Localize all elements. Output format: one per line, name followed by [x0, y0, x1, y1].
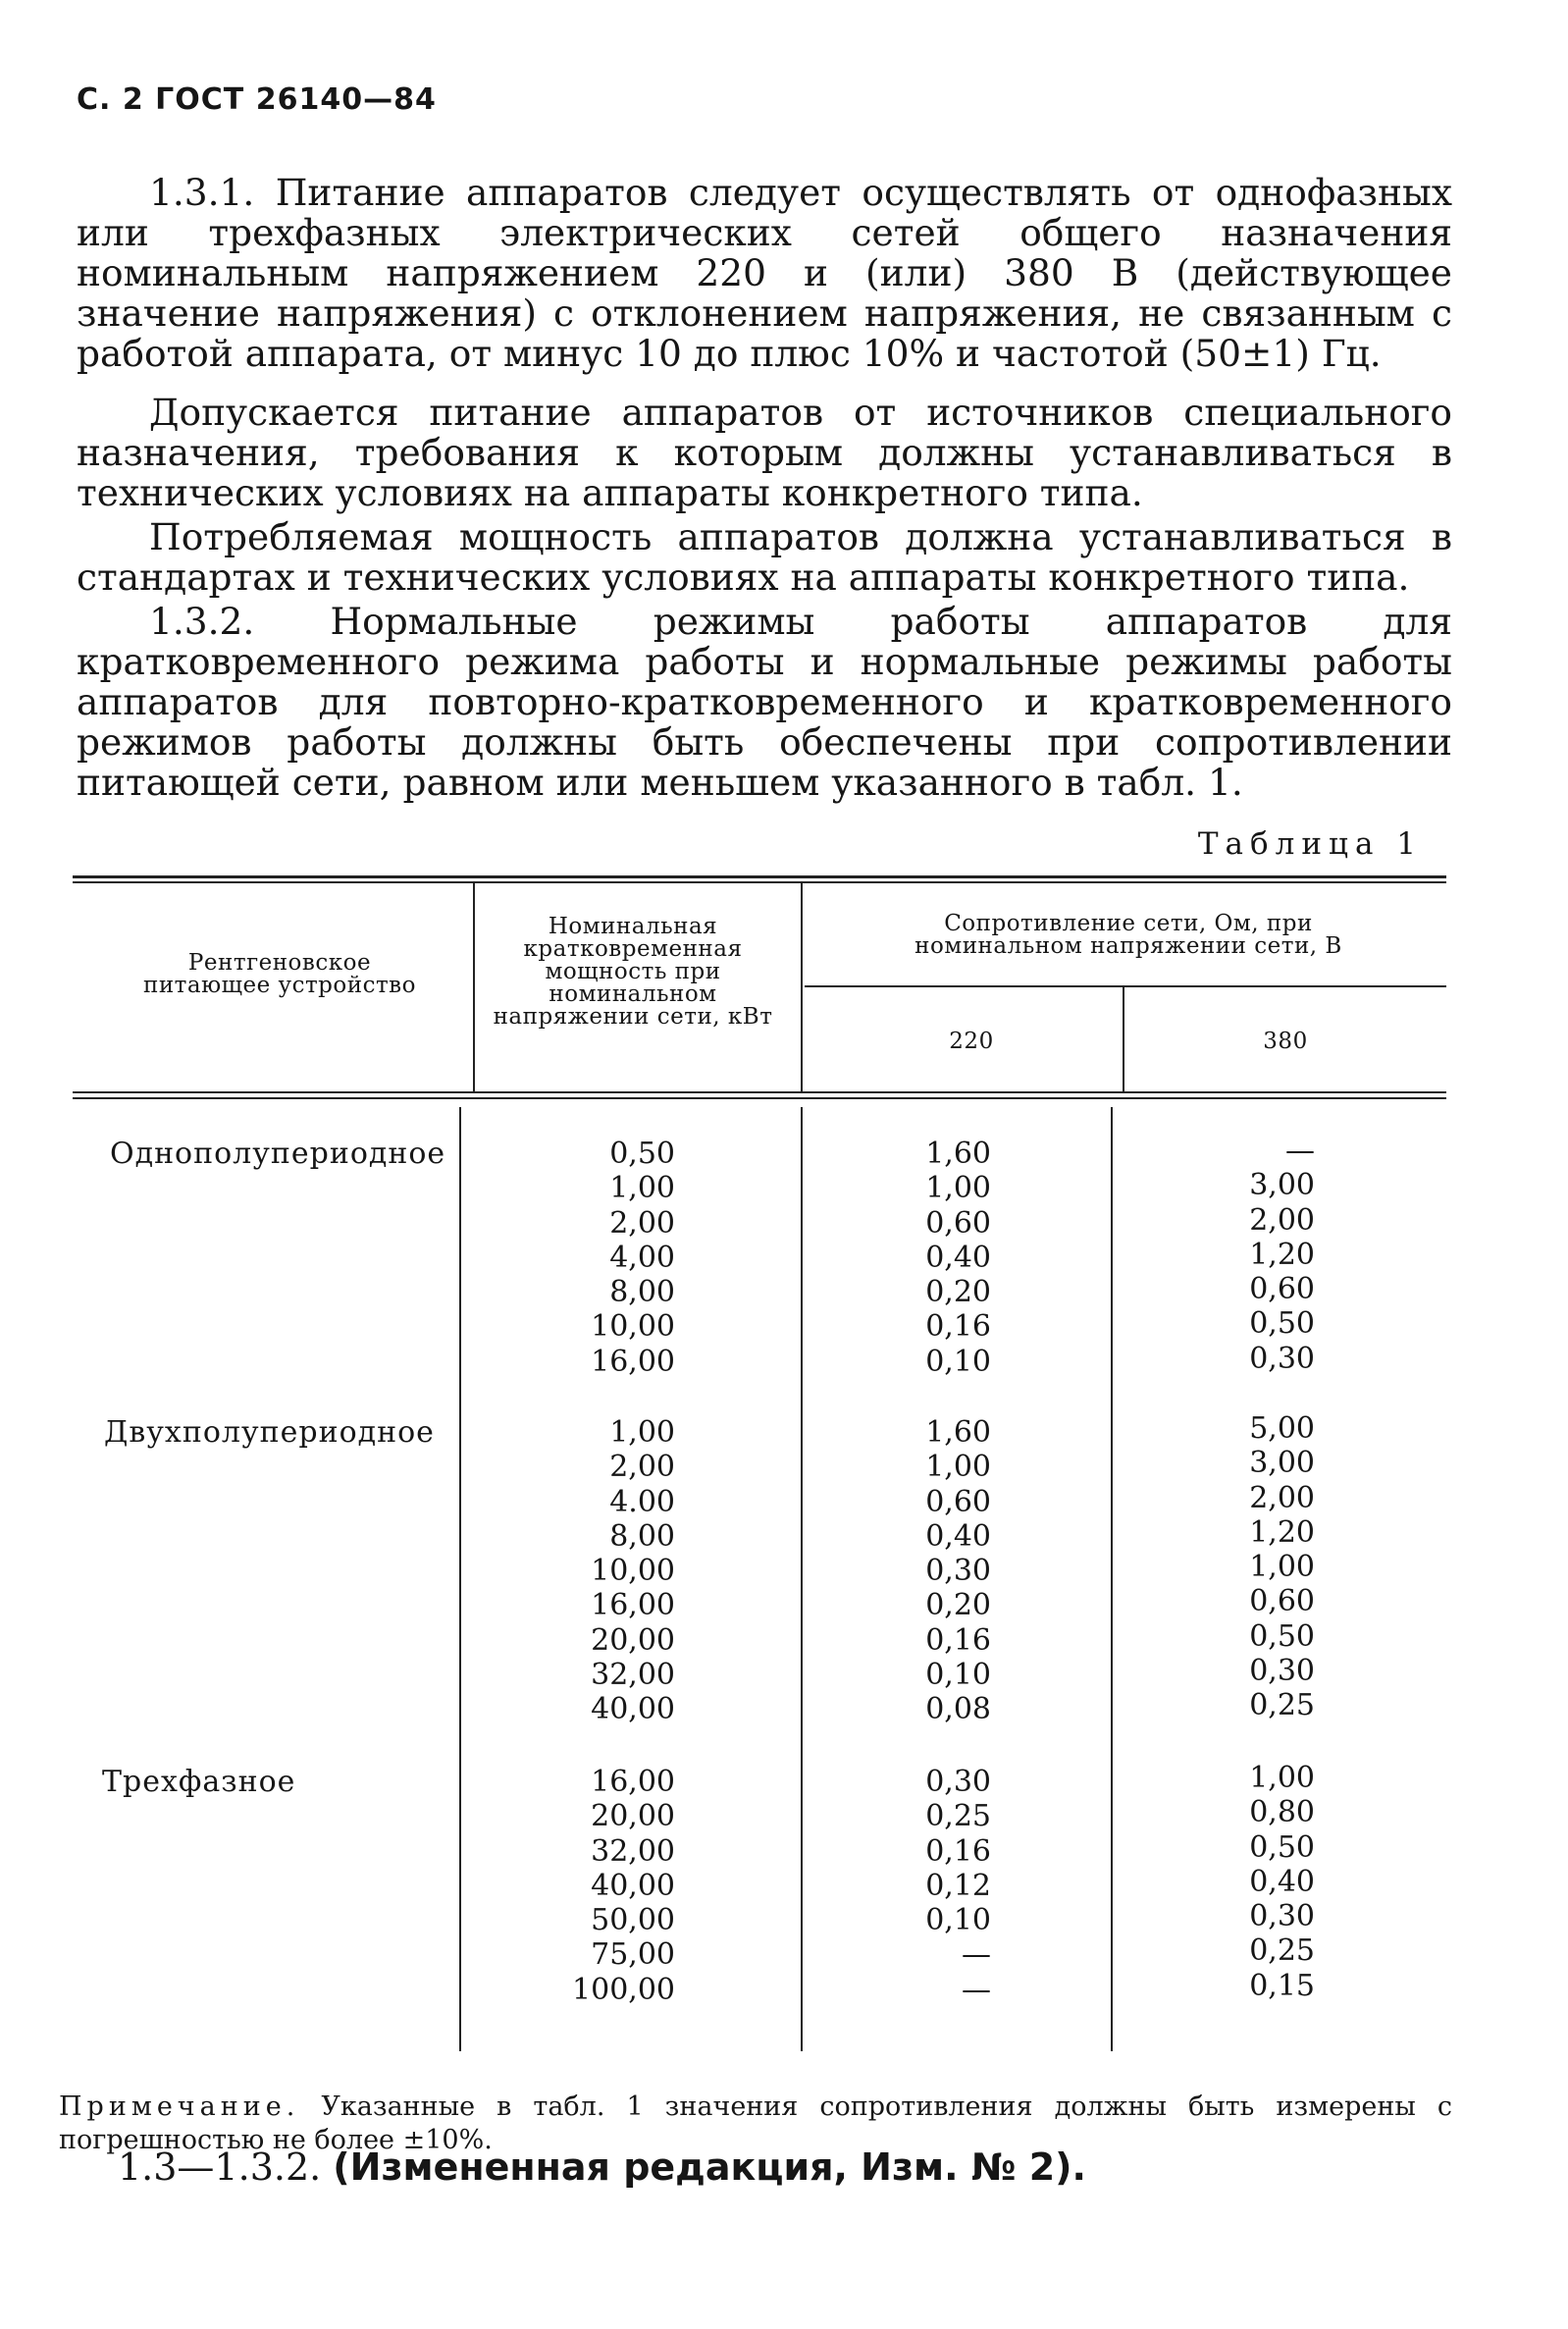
r380-cell: — [1285, 1134, 1315, 1168]
r380-cell: 1,20 [1249, 1237, 1315, 1272]
table-header-rule [73, 1091, 1446, 1093]
r380-column [1197, 1134, 1315, 1376]
r220-cell: 0,16 [925, 1833, 991, 1869]
r380-cell: 0,30 [1249, 1654, 1315, 1689]
power-cell: 40,00 [591, 1692, 675, 1727]
paragraph-1-3-1: 1.3.1. Питание аппаратов следует осуществлять от однофазных или трехфазных электрических сетей общего назначения номинальным напряжением 220 и (или) 380 В (действующее значение напряжения) с отклонением напряжения, не связанным с работой аппарата, от минус 10 до плюс 10% и частотой (50±1) Гц. [77, 171, 1452, 375]
r220-cell: 0,08 [925, 1692, 991, 1727]
r220-cell: 0,60 [925, 1484, 991, 1519]
power-column [549, 1415, 675, 1727]
power-cell: 40,00 [591, 1868, 675, 1903]
power-cell: 32,00 [591, 1833, 675, 1869]
r220-cell: 0,12 [925, 1868, 991, 1903]
r220-cell: 0,30 [925, 1554, 991, 1589]
power-cell: 1,00 [609, 1171, 675, 1206]
power-cell: 20,00 [591, 1799, 675, 1834]
power-cell: 100,00 [572, 1972, 675, 2007]
r380-cell: 0,25 [1249, 1933, 1315, 1969]
r380-cell: 0,30 [1249, 1341, 1315, 1376]
r220-cell: 0,10 [925, 1344, 991, 1379]
paragraph-power-consumption: Потребляемая мощность аппаратов должна устанавливаться в стандартах и технических условиях на аппараты конкретного типа. [77, 515, 1452, 599]
r380-column [1197, 1411, 1315, 1723]
r220-cell: 0,10 [925, 1658, 991, 1693]
header-divider-1 [473, 881, 475, 1091]
header-380: 380 [1263, 1029, 1308, 1054]
r220-cell: — [962, 1937, 991, 1973]
power-cell: 32,00 [591, 1658, 675, 1693]
r220-cell: 1,00 [925, 1171, 991, 1206]
r220-cell: 0,10 [925, 1903, 991, 1938]
header-resistance: Сопротивление сети, Ом, при номинальном напряжении сети, В [915, 911, 1342, 959]
power-cell: 50,00 [591, 1903, 675, 1938]
r220-column [883, 1137, 991, 1379]
r220-cell: 1,00 [925, 1450, 991, 1485]
power-cell: 8,00 [609, 1275, 675, 1310]
r380-cell: 5,00 [1249, 1411, 1315, 1446]
power-cell: 2,00 [609, 1450, 675, 1485]
table-top-rule-inner [73, 881, 1446, 883]
body-divider-1 [459, 1107, 461, 2051]
power-cell: 2,00 [609, 1205, 675, 1241]
r380-cell: 2,00 [1249, 1202, 1315, 1238]
r380-cell: 0,40 [1249, 1864, 1315, 1899]
device-label: Однополупериодное [110, 1137, 446, 1171]
r380-cell: 3,00 [1249, 1168, 1315, 1203]
r220-cell: 1,60 [925, 1415, 991, 1450]
r220-column [883, 1415, 991, 1727]
header-power: Номинальная кратковременная мощность при номинальном напряжении сети, кВт [493, 914, 773, 1030]
r380-cell: 1,00 [1249, 1550, 1315, 1585]
r380-cell: 2,00 [1249, 1480, 1315, 1515]
power-column [549, 1765, 675, 2007]
table-header-rule-inner [73, 1097, 1446, 1099]
header-divider-3 [1123, 985, 1124, 1091]
device-label: Двухполупериодное [104, 1415, 435, 1450]
note-text: Указанные в табл. 1 значения сопротивления должны быть измерены с погрешностью не более ±10%. [59, 2091, 1452, 2155]
r380-cell: 0,15 [1249, 1968, 1315, 2003]
r220-cell: 0,20 [925, 1275, 991, 1310]
r380-cell: 0,25 [1249, 1688, 1315, 1723]
page-header: С. 2 ГОСТ 26140—84 [77, 82, 437, 117]
header-220: 220 [949, 1029, 994, 1054]
r220-cell: 0,20 [925, 1588, 991, 1623]
r380-cell: 0,80 [1249, 1795, 1315, 1830]
power-cell: 4.00 [609, 1484, 675, 1519]
r380-cell: 0,50 [1249, 1618, 1315, 1654]
r220-column [883, 1765, 991, 2007]
power-cell: 0,50 [609, 1137, 675, 1171]
r220-cell: 0,40 [925, 1518, 991, 1554]
r220-cell: 1,60 [925, 1137, 991, 1171]
r380-cell: 3,00 [1249, 1446, 1315, 1481]
power-cell: 10,00 [591, 1554, 675, 1589]
r380-cell: 0,60 [1249, 1584, 1315, 1619]
header-divider-2 [801, 881, 803, 1091]
r380-cell: 1,20 [1249, 1514, 1315, 1550]
body-divider-3 [1111, 1107, 1113, 2051]
r220-cell: 0,60 [925, 1205, 991, 1241]
r380-cell: 0,60 [1249, 1272, 1315, 1307]
power-cell: 16,00 [591, 1344, 675, 1379]
table-caption: Таблица 1 [1197, 826, 1423, 862]
power-cell: 4,00 [609, 1240, 675, 1275]
amendment-ref: 1.3—1.3.2. [118, 2145, 322, 2189]
r220-cell: — [962, 1972, 991, 2007]
power-cell: 10,00 [591, 1309, 675, 1345]
power-cell: 8,00 [609, 1518, 675, 1554]
power-cell: 20,00 [591, 1622, 675, 1658]
r380-cell: 1,00 [1249, 1761, 1315, 1795]
note-label: Примечание. [59, 2091, 300, 2122]
r380-cell: 0,50 [1249, 1306, 1315, 1342]
power-cell: 1,00 [609, 1415, 675, 1450]
power-cell: 16,00 [591, 1765, 675, 1799]
power-column [549, 1137, 675, 1379]
r220-cell: 0,30 [925, 1765, 991, 1799]
table-top-rule [73, 875, 1446, 878]
power-cell: 16,00 [591, 1588, 675, 1623]
header-device: Рентгеновское питающее устройство [143, 950, 416, 998]
r220-cell: 0,40 [925, 1240, 991, 1275]
amendment-text: (Измененная редакция, Изм. № 2). [333, 2145, 1086, 2189]
body-divider-2 [801, 1107, 803, 2051]
power-cell: 75,00 [591, 1937, 675, 1973]
paragraph-1-3-2: 1.3.2. Нормальные режимы работы аппаратов для кратковременного режима работы и нормальные режимы работы аппаратов для повторно-кратковременного и кратковременного режимов работы должны быть обеспечены при сопротивлении питающей сети, равном или меньшем указанного в табл. 1. [77, 600, 1452, 804]
table-subheader-rule [805, 985, 1446, 987]
r220-cell: 0,25 [925, 1799, 991, 1834]
r380-cell: 0,50 [1249, 1829, 1315, 1865]
device-label: Трехфазное [102, 1765, 296, 1799]
amendment-line [118, 2145, 1086, 2189]
paragraph-special-sources: Допускается питание аппаратов от источников специального назначения, требования к которым должны устанавливаться в технических условиях на аппараты конкретного типа. [77, 391, 1452, 514]
r380-cell: 0,30 [1249, 1899, 1315, 1934]
r220-cell: 0,16 [925, 1309, 991, 1345]
r220-cell: 0,16 [925, 1622, 991, 1658]
r380-column [1197, 1761, 1315, 2003]
